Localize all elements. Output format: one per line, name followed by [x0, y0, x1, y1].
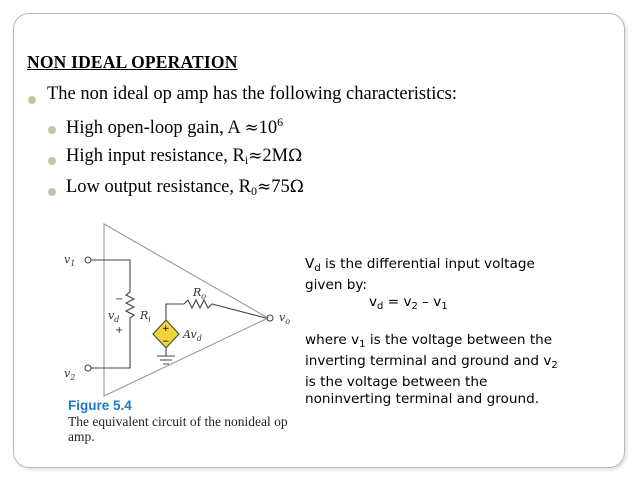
source-plus: + [162, 324, 170, 334]
desc-line-2: given by: [305, 277, 368, 293]
differential-equation: $v_d = v_2 - v_1$ [369, 294, 448, 312]
differential-description [305, 256, 605, 408]
v2-wire [91, 322, 130, 368]
char-subscript: i [244, 153, 249, 167]
bullet-icon [28, 96, 36, 104]
ro-label: $R_o$ [193, 286, 207, 301]
figure-caption-title: Figure 5.4 [68, 398, 132, 413]
v1-label: $v_1$ [64, 253, 76, 268]
ro-resistor [184, 300, 266, 318]
desc-para-line: noninverting terminal and ground. [305, 391, 540, 407]
ohm-symbol: Ω [289, 177, 304, 197]
source-top-wire [166, 304, 184, 320]
opamp-figure [60, 222, 292, 458]
ground-symbol [157, 356, 175, 364]
char-text: High open-loop gain, A [66, 118, 245, 138]
avd-label: $Av_d$ [183, 328, 202, 343]
v2-terminal [85, 365, 91, 371]
characteristic-gain [66, 115, 283, 139]
char-exponent: 6 [277, 115, 284, 129]
vo-label: $v_o$ [279, 311, 291, 326]
desc-line-1: $V_d$ is the differential input voltage [305, 256, 535, 274]
bullet-icon [48, 126, 56, 134]
char-value: 2M [262, 146, 289, 166]
intro-text: The non ideal op amp has the following characteristics: [47, 84, 457, 104]
opamp-circuit-diagram [60, 222, 292, 398]
char-subscript: 0 [250, 184, 257, 198]
v1-terminal [85, 257, 91, 263]
intro-line [47, 84, 457, 105]
characteristic-input-resistance [66, 146, 302, 168]
char-text: Low output resistance, R [66, 177, 251, 197]
v2-label: $v_2$ [64, 367, 76, 382]
source-minus: − [162, 337, 170, 347]
desc-para-line: where $v_1$ is the voltage between the [305, 332, 553, 350]
approx-symbol: ≈ [244, 118, 259, 138]
bullet-icon [48, 157, 56, 165]
vd-label: $v_d$ [108, 309, 120, 324]
ohm-symbol: Ω [288, 146, 303, 166]
desc-para-line: inverting terminal and ground and $v_2$ [305, 353, 558, 371]
desc-para-line: is the voltage between the [305, 374, 488, 390]
char-text: High input resistance, R [66, 146, 245, 166]
vd-plus: + [115, 325, 124, 336]
slide-title: NON IDEAL OPERATION [27, 52, 238, 72]
v1-wire [91, 260, 130, 288]
vd-minus: − [115, 294, 124, 305]
ri-resistor [126, 288, 134, 322]
figure-caption-text: The equivalent circuit of the nonideal op amp. [68, 414, 288, 444]
approx-symbol: ≈ [256, 177, 272, 197]
char-value: 10 [258, 118, 278, 138]
ri-label: $R_i$ [140, 309, 151, 324]
bullet-icon [48, 188, 56, 196]
characteristic-output-resistance [66, 177, 304, 199]
char-value: 75 [271, 177, 290, 197]
approx-symbol: ≈ [248, 146, 263, 166]
